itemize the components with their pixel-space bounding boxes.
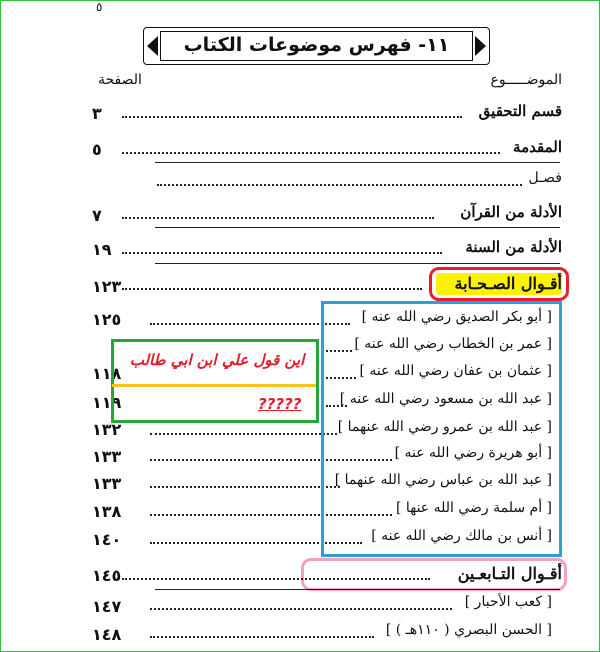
top-fragment: ٥ <box>96 0 103 14</box>
entry-page: ١٣٣ <box>92 447 122 466</box>
entry-title: [ أم سلمة رضي الله عنها ] <box>395 500 552 516</box>
toc-entry[interactable] <box>122 138 562 164</box>
toc-section[interactable] <box>122 274 562 300</box>
entry-title: [ أبو هريرة رضي الله عنه ] <box>394 445 552 461</box>
entry-page: ١١٨ <box>92 364 122 383</box>
dot-leader <box>122 578 430 580</box>
entry-title: الأدلة من السنة <box>465 238 562 256</box>
toc-entry[interactable] <box>122 102 562 128</box>
entry-page: ١٣٢ <box>92 420 122 439</box>
dot-leader <box>122 288 422 290</box>
entry-title: المقدمة <box>513 138 562 156</box>
entry-title: [ الحسن البصري ( ١١٠هـ ) ] <box>385 622 552 638</box>
toc-entry[interactable] <box>122 203 562 229</box>
dot-leader <box>122 116 462 118</box>
title-banner <box>143 27 490 65</box>
column-page-header: الصفحة <box>98 72 142 88</box>
divider <box>155 589 560 590</box>
toc-entry[interactable] <box>122 238 562 264</box>
annotation-question-marks: ????? <box>258 395 302 413</box>
entry-page: ١٤٠ <box>92 530 122 549</box>
page-title: ١١- فهرس موضوعات الكتاب <box>183 34 450 56</box>
blue-highlight-box <box>321 301 562 557</box>
entry-title: الأدلة من القرآن <box>460 203 562 221</box>
dot-leader <box>157 184 522 186</box>
entry-title: [ عمر بن الخطاب رضي الله عنه ] <box>354 336 552 352</box>
dot-leader <box>122 252 442 254</box>
section-title: أقـوال التـابعـين <box>457 564 562 583</box>
entry-title: [ كعب الأحبار ] <box>464 594 552 610</box>
toc-section[interactable] <box>122 564 562 590</box>
entry-page: ١٢٣ <box>92 277 122 296</box>
entry-page: ٧ <box>92 206 102 225</box>
divider <box>155 227 560 228</box>
entry-title: [ عبد الله بن مسعود رضي الله عنه ] <box>339 391 552 407</box>
entry-page: ٥ <box>92 140 102 159</box>
yellow-underline <box>112 384 316 387</box>
entry-page: ١٣٣ <box>92 474 122 493</box>
annotation-question: اين قول علي ابن ابي طالب <box>129 351 305 369</box>
entry-title: [ عبد الله بن عباس رضي الله عنهما ] <box>334 472 552 488</box>
dot-leader <box>150 636 374 638</box>
dot-leader <box>150 608 452 610</box>
entry-title: [ أبو بكر الصديق رضي الله عنه ] <box>361 309 552 325</box>
section-title: أقـوال الصـحـابة <box>454 274 562 293</box>
entry-title: فصـل <box>528 170 562 186</box>
entry-page: ١٣٨ <box>92 502 122 521</box>
entry-page: ١٩ <box>92 240 112 259</box>
toc-subentry[interactable] <box>150 594 552 620</box>
entry-page: ١١٩ <box>92 393 122 412</box>
dot-leader <box>150 433 337 435</box>
dot-leader <box>150 486 340 488</box>
divider <box>155 263 560 264</box>
entry-page: ١٤٧ <box>92 597 122 616</box>
entry-page: ١٢٥ <box>92 310 122 329</box>
entry-title: [ عثمان بن عفان رضي الله عنه ] <box>359 363 552 379</box>
column-topic-header: الموضـــــوع <box>490 72 562 88</box>
dot-leader <box>122 217 434 219</box>
toc-subentry[interactable] <box>150 622 552 648</box>
dot-leader <box>150 323 350 325</box>
entry-page: ٣ <box>92 104 102 123</box>
divider <box>155 162 560 163</box>
dot-leader <box>122 152 500 154</box>
entry-title: [ عبد الله بن عمرو رضي الله عنهما ] <box>337 419 552 435</box>
entry-title: قسم التحقيق <box>478 102 562 120</box>
toc-entry[interactable] <box>157 170 562 196</box>
entry-title: [ أنس بن مالك رضي الله عنه ] <box>371 528 552 544</box>
entry-page: ١٤٨ <box>92 625 122 644</box>
entry-page: ١٤٥ <box>92 566 122 585</box>
